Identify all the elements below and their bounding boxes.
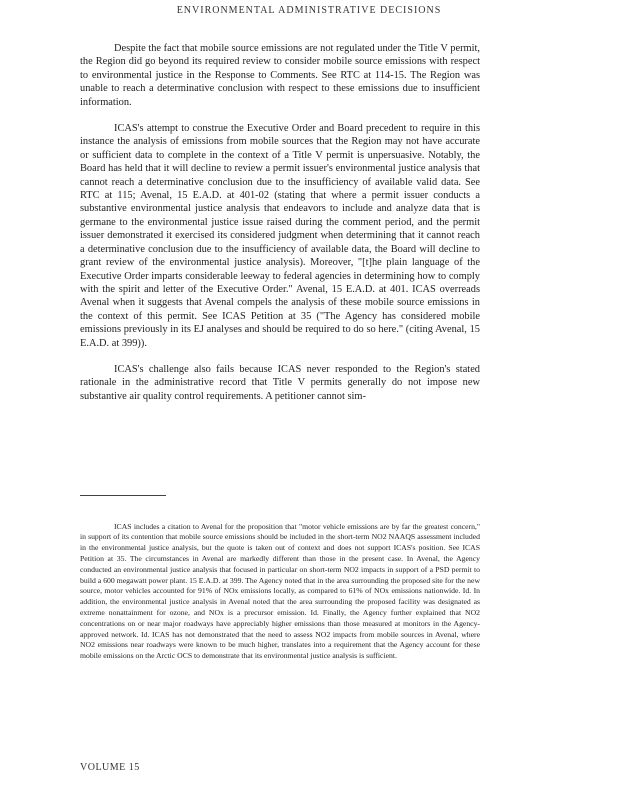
body-text [80,42,480,416]
page-footer-volume: VOLUME 15 [80,762,140,773]
paragraph-3: ICAS's challenge also fails because ICAS never responded to the Region's stated rationale in the administrative record that Title V permits generally do not impose new substantive air quality control requirements. A petitioner cannot sim- [80,363,480,402]
running-head: ENVIRONMENTAL ADMINISTRATIVE DECISIONS [176,5,442,16]
footnote-divider [80,495,166,496]
paragraph-1: Despite the fact that mobile source emissions are not regulated under the Title V permit, the Region did go beyond its required review to consider mobile source emissions with respect to environmental justice in the Response to Comments. See RTC at 114-15. The Region was unable to reach a determinative conclusion with respect to these emissions due to insufficient information. [80,43,480,108]
footnote-text: ICAS includes a citation to Avenal for the proposition that "motor vehicle emissions are by far the greatest concern," in support of its contention that mobile source emissions should be included in the short-term NO2 NAAQS assessment included in the environmental justice analysis, but the quote is taken out of context and does not support ICAS's position. See ICAS Petition at 35. The circumstances in Avenal are markedly different than those in the present case. In Avenal, the Agency conducted an environmental justice analysis that focused in particular on short-term NO2 impacts in support of a PSD permit to build a 600 megawatt power plant. 15 E.A.D. at 399. The Agency noted that in the area surrounding the proposed site for the new source, motor vehicles accounted for 91% of NOx emissions locally, as compared to 61% of NOx emissions nationwide. Id. In addition, the environmental justice analysis in Avenal noted that the area surrounding the proposed facility was designated as extreme nonattainment for ozone, and NOx is a precursor emission. Id. Finally, the Agency further explained that NO2 concentrations on or near major roadways have appreciably higher emissions than those measured at monitors in the Agency-approved network. Id. ICAS has not demonstrated that the need to assess NO2 impacts from mobile sources in Avenal, where NO2 emissions near roadways were known to be much higher, translates into a requirement that the Agency account for these mobile emissions on the Arctic OCS to demonstrate that its environmental justice analysis is sufficient. [80,521,480,661]
paragraph-2: ICAS's attempt to construe the Executive Order and Board precedent to require in this instance the analysis of emissions from mobile sources that the Region may not have accurate or sufficient data to complete in the context of a Title V permit is unpersuasive. Notably, the Board has held that it will decline to review a permit issuer's environmental justice analysis that cannot reach a determinative conclusion due to the insufficiency of available valid data. See RTC at 115; Avenal, 15 E.A.D. at 401-02 (stating that where a permit issuer conducts a substantive environmental justice analysis that endeavors to include and analyze data that is germane to the environmental justice issue raised during the comment period, and the permit issuer demonstrated it exercised its considered judgment when determining that it cannot reach a determinative conclusion due to the insufficiency of available data, the Board will decline to grant review of the environmental justice analysis). Moreover, "[t]he plain language of the Executive Order imparts considerable leeway to federal agencies in determining how to comply with the spirit and letter of the Executive Order." Avenal, 15 E.A.D. at 401. ICAS overreads Avenal when it suggests that Avenal compels the analysis of these mobile source emissions in the context of this permit. See ICAS Petition at 35 ("The Agency has considered mobile emissions previously in its EJ analyses and should be required to do so here." (citing Avenal, 15 E.A.D. at 399)). [80,123,480,349]
